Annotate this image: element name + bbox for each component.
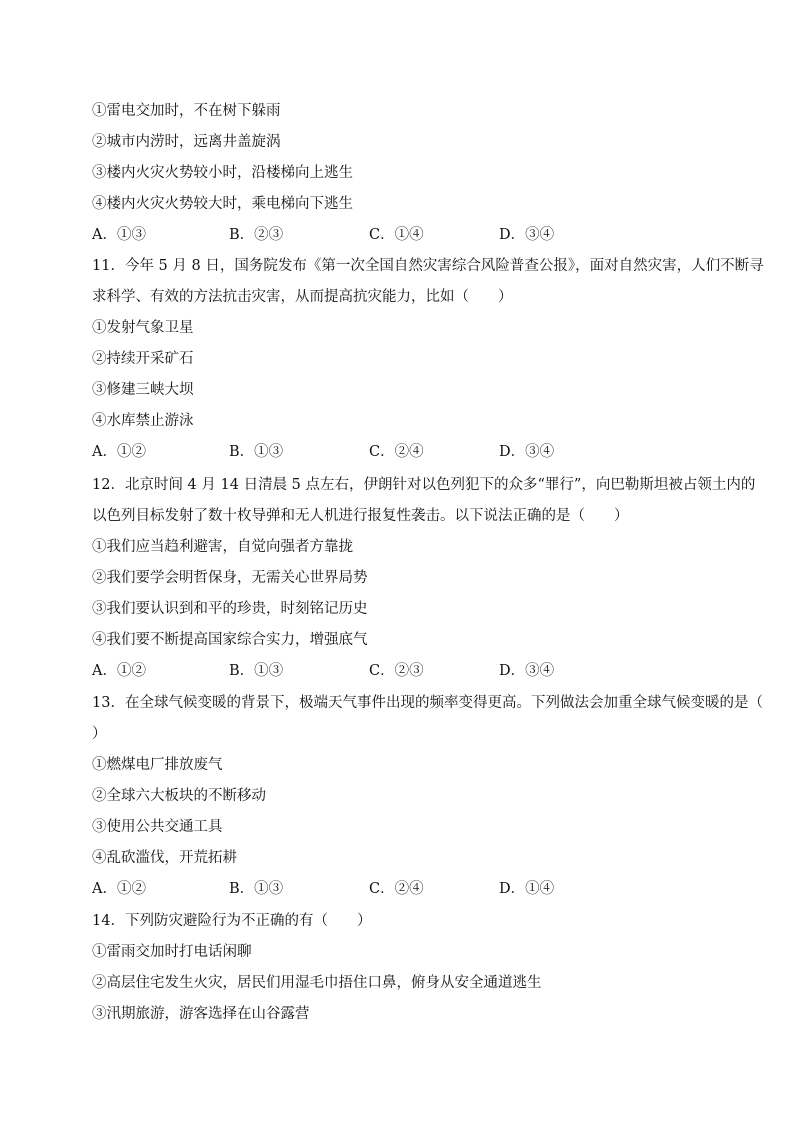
answer-c: C．②③ (369, 663, 424, 679)
q12-option-4: ④我们要不断提高国家综合实力，增强底气 (92, 632, 368, 648)
answer-a: A．①③ (92, 227, 146, 243)
q12-option-2: ②我们要学会明哲保身，无需关心世界局势 (92, 570, 368, 586)
q13-option-2: ②全球六大板块的不断移动 (92, 788, 266, 804)
q12-stem-line-1: 12．北京时间 4 月 14 日清晨 5 点左右，伊朗针对以色列犯下的众多“罪行”，向巴勒斯坦被占领土内的 (92, 477, 756, 493)
q14-option-3: ③汛期旅游，游客选择在山谷露营 (92, 1006, 310, 1022)
answer-c: C．②④ (369, 444, 424, 460)
answer-b: B．①③ (229, 881, 284, 897)
q12-option-3: ③我们要认识到和平的珍贵，时刻铭记历史 (92, 601, 368, 617)
answer-c: C．①④ (369, 227, 424, 243)
q10-option-2: ②城市内涝时，远离井盖旋涡 (92, 134, 281, 150)
answer-c: C．②④ (369, 881, 424, 897)
answer-a: A．①② (92, 881, 146, 897)
q11-answer-choices (92, 442, 692, 462)
q13-option-3: ③使用公共交通工具 (92, 819, 223, 835)
q14-option-2: ②高层住宅发生火灾，居民们用湿毛巾捂住口鼻，俯身从安全通道逃生 (92, 975, 542, 991)
answer-b: B．①③ (229, 663, 284, 679)
answer-d: D．③④ (499, 227, 555, 243)
q10-answer-choices (92, 225, 692, 245)
q12-stem-line-2: 以色列目标发射了数十枚导弹和无人机进行报复性袭击。以下说法正确的是（ ） (92, 508, 629, 524)
q13-option-1: ①燃煤电厂排放废气 (92, 757, 223, 773)
q14-option-1: ①雷雨交加时打电话闲聊 (92, 944, 252, 960)
q13-stem-line-1: 13．在全球气候变暖的背景下，极端天气事件出现的频率变得更高。下列做法会加重全球气候变暖的是（ (92, 695, 763, 711)
answer-b: B．①③ (229, 444, 284, 460)
q12-option-1: ①我们应当趋利避害，自觉向强者方靠拢 (92, 539, 353, 555)
q13-option-4: ④乱砍滥伐，开荒拓耕 (92, 850, 237, 866)
q10-option-1: ①雷电交加时，不在树下躲雨 (92, 103, 281, 119)
answer-b: B．②③ (229, 227, 284, 243)
q10-option-3: ③楼内火灾火势较小时，沿楼梯向上逃生 (92, 165, 353, 181)
q11-option-4: ④水库禁止游泳 (92, 413, 194, 429)
q11-option-2: ②持续开采矿石 (92, 351, 194, 367)
q13-stem-line-2: ） (92, 726, 107, 742)
q14-stem: 14．下列防灾避险行为不正确的有（ ） (92, 913, 372, 929)
answer-d: D．①④ (499, 881, 555, 897)
q13-answer-choices (92, 879, 692, 899)
answer-a: A．①② (92, 444, 146, 460)
q12-answer-choices (92, 661, 692, 681)
q10-option-4: ④楼内火灾火势较大时，乘电梯向下逃生 (92, 196, 353, 212)
q11-stem-line-1: 11．今年 5 月 8 日，国务院发布《第一次全国自然灾害综合风险普查公报》，面对自然灾害，人们不断寻 (92, 258, 764, 274)
q11-option-1: ①发射气象卫星 (92, 320, 194, 336)
answer-d: D．③④ (499, 444, 555, 460)
answer-d: D．③④ (499, 663, 555, 679)
q11-stem-line-2: 求科学、有效的方法抗击灾害，从而提高抗灾能力，比如（ ） (92, 289, 513, 305)
answer-a: A．①② (92, 663, 146, 679)
q11-option-3: ③修建三峡大坝 (92, 382, 194, 398)
